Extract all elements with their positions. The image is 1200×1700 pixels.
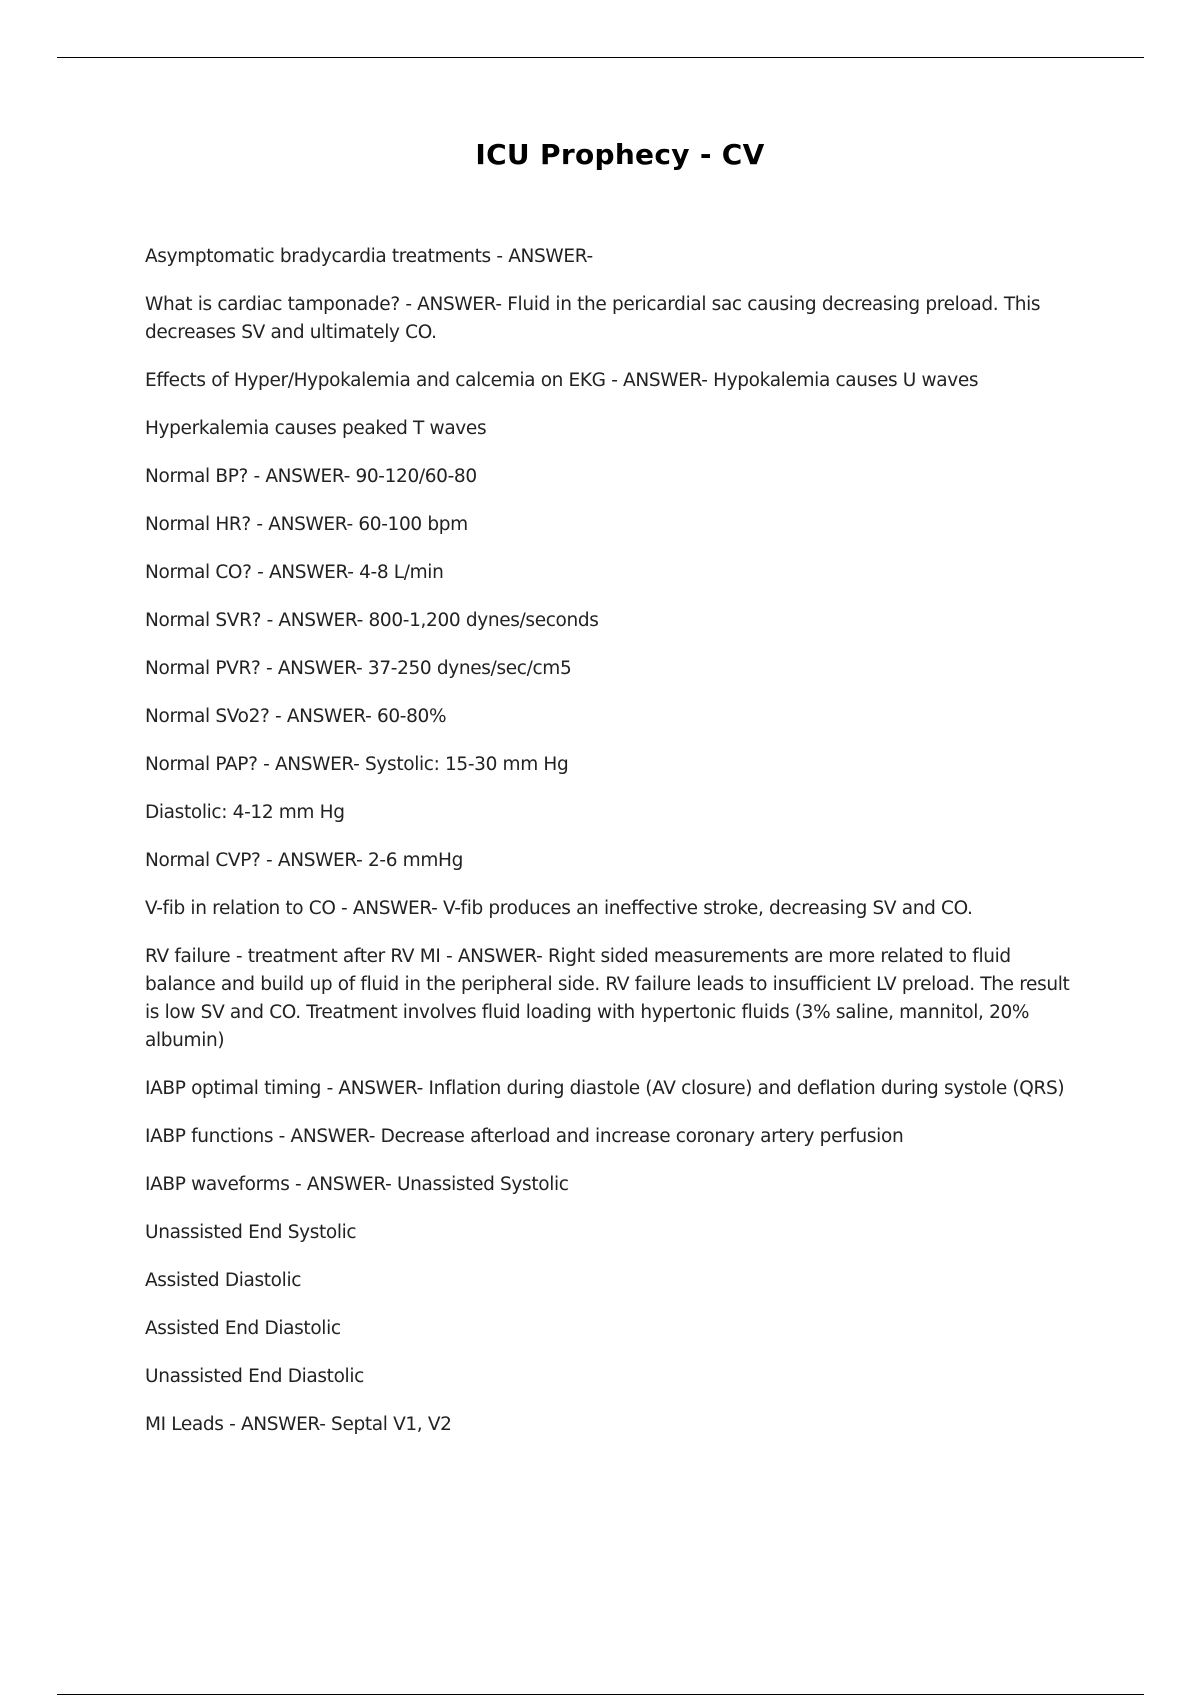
paragraph: Normal PVR? - ANSWER- 37-250 dynes/sec/cm5 [145, 658, 572, 679]
paragraph: V-fib in relation to CO - ANSWER- V-fib produces an ineffective stroke, decreasing SV and CO. [145, 898, 973, 919]
paragraph: MI Leads - ANSWER- Septal V1, V2 [145, 1414, 452, 1435]
paragraph: RV failure - treatment after RV MI - ANSWER- Right sided measurements are more related to fluid balance and build up of fluid in the peripheral side. RV failure leads to insufficient LV preload. The result is low SV and CO. Treatment involves fluid loading with hypertonic fluids (3% saline, mannitol, 20% albumin) [145, 946, 1070, 1051]
paragraph: Effects of Hyper/Hypokalemia and calcemia on EKG - ANSWER- Hypokalemia causes U waves [145, 370, 979, 391]
paragraph: Unassisted End Systolic [145, 1222, 357, 1243]
paragraph: Asymptomatic bradycardia treatments - ANSWER- [145, 246, 593, 267]
paragraph: Normal CO? - ANSWER- 4-8 L/min [145, 562, 444, 583]
paragraph: Normal HR? - ANSWER- 60-100 bpm [145, 514, 468, 535]
paragraph: Normal SVo2? - ANSWER- 60-80% [145, 706, 447, 727]
paragraph: IABP functions - ANSWER- Decrease afterload and increase coronary artery perfusion [145, 1126, 904, 1147]
paragraph: Diastolic: 4-12 mm Hg [145, 802, 345, 823]
page-title: ICU Prophecy - CV [475, 138, 765, 171]
paragraph: Normal BP? - ANSWER- 90-120/60-80 [145, 466, 477, 487]
paragraph: Unassisted End Diastolic [145, 1366, 364, 1387]
header-rule [57, 57, 1144, 58]
paragraph: Normal CVP? - ANSWER- 2-6 mmHg [145, 850, 463, 871]
footer-rule [57, 1694, 1144, 1695]
paragraph: Normal SVR? - ANSWER- 800-1,200 dynes/seconds [145, 610, 599, 631]
document-body [145, 243, 1080, 1459]
paragraph: What is cardiac tamponade? - ANSWER- Fluid in the pericardial sac causing decreasing preload. This decreases SV and ultimately CO. [145, 294, 1041, 343]
paragraph: Assisted Diastolic [145, 1270, 302, 1291]
paragraph: Assisted End Diastolic [145, 1318, 341, 1339]
paragraph: IABP waveforms - ANSWER- Unassisted Systolic [145, 1174, 569, 1195]
paragraph: IABP optimal timing - ANSWER- Inflation during diastole (AV closure) and deflation during systole (QRS) [145, 1078, 1065, 1099]
paragraph: Normal PAP? - ANSWER- Systolic: 15-30 mm Hg [145, 754, 569, 775]
paragraph: Hyperkalemia causes peaked T waves [145, 418, 487, 439]
